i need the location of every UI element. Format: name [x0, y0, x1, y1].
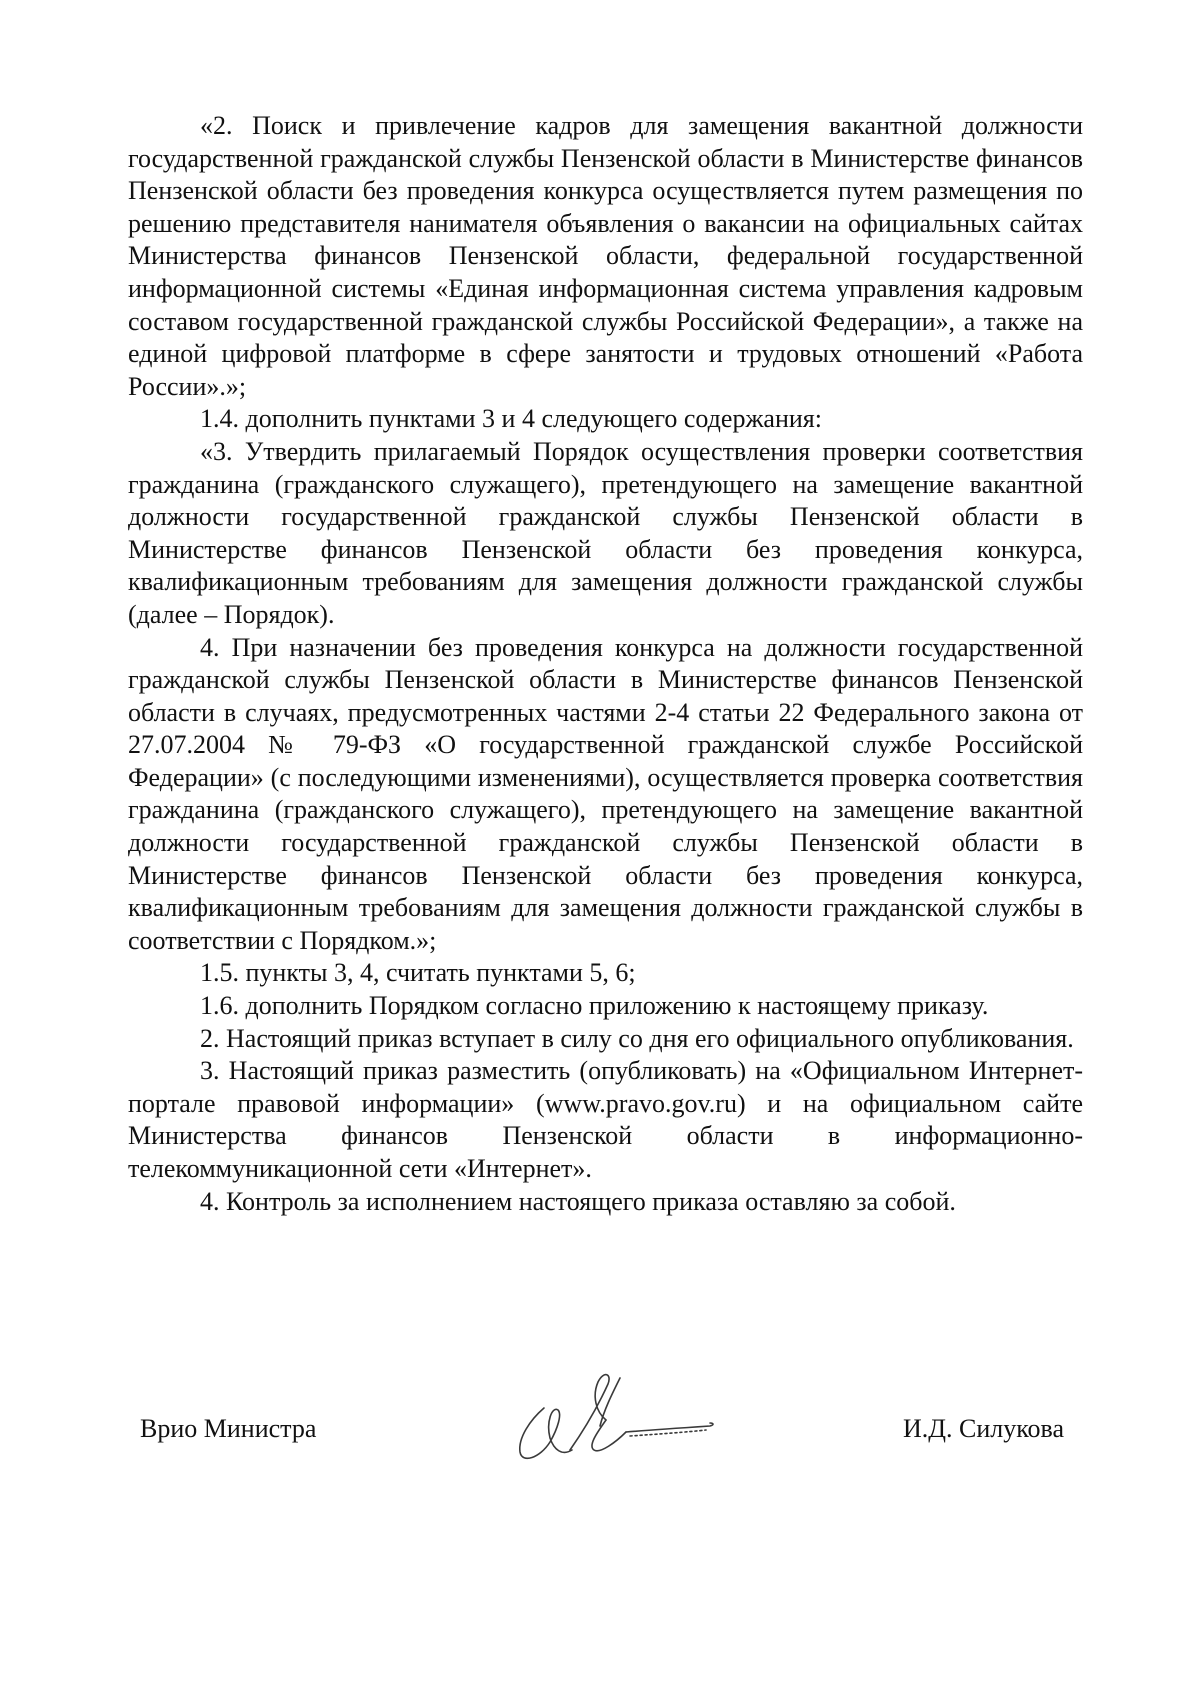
paragraph-clause-2: «2. Поиск и привлечение кадров для замещения вакантной должности государственной гражданской службы Пензенской области в Министерстве финансов Пензенской области без проведения конкурса осуществляется путем размещения по решению представителя нанимателя объявления о вакансии на официальных сайтах Министерства финансов Пензенской области, федеральной государственной информационной системы «Единая информационная система управления кадровым составом государственной гражданской службы Российской Федерации», а также на единой цифровой платформе в сфере занятости и трудовых отношений «Работа России».»;: [128, 111, 1083, 401]
paragraph-clause-4: 4. При назначении без проведения конкурса на должности государственной гражданской службы Пензенской области в Министерстве финансов Пензенской области в случаях, предусмотренных частями 2-4 статьи 22 Федерального закона от 27.07.2004 № 79-ФЗ «О государственной гражданской службе Российской Федерации» (с последующими изменениями), осуществляется проверка соответствия гражданина (гражданского служащего), претендующего на замещение вакантной должности государственной гражданской службы Пензенской области в Министерстве финансов Пензенской области без проведения конкурса, квалификационным требованиям для замещения должности гражданской службы в соответствии с Порядком.»;: [128, 632, 1083, 955]
paragraph-1-4: 1.4. дополнить пунктами 3 и 4 следующего содержания:: [200, 404, 822, 434]
paragraph-2: 2. Настоящий приказ вступает в силу со дня его официального опубликования.: [200, 1023, 1074, 1053]
handwritten-signature: [500, 1360, 730, 1475]
signer-position: Врио Министра: [140, 1414, 317, 1443]
paragraph-4: 4. Контроль за исполнением настоящего приказа оставляю за собой.: [200, 1186, 956, 1216]
signature-block: [0, 1360, 1200, 1480]
document-body: [128, 110, 1083, 1218]
paragraph-1-6: 1.6. дополнить Порядком согласно приложению к настоящему приказу.: [200, 991, 989, 1021]
signer-name: И.Д. Силукова: [903, 1414, 1065, 1443]
paragraph-3: 3. Настоящий приказ разместить (опубликовать) на «Официальном Интернет-портале правовой информации» (www.pravo.gov.ru) и на официальном сайте Министерства финансов Пензенской области в информационно-телекоммуникационной сети «Интернет».: [128, 1056, 1083, 1183]
paragraph-clause-3: «3. Утвердить прилагаемый Порядок осуществления проверки соответствия гражданина (гражданского служащего), претендующего на замещение вакантной должности государственной гражданской службы Пензенской области в Министерстве финансов Пензенской области без проведения конкурса, квалификационным требованиям для замещения должности гражданской службы (далее – Порядок).: [128, 436, 1083, 629]
paragraph-1-5: 1.5. пункты 3, 4, считать пунктами 5, 6;: [200, 958, 636, 988]
